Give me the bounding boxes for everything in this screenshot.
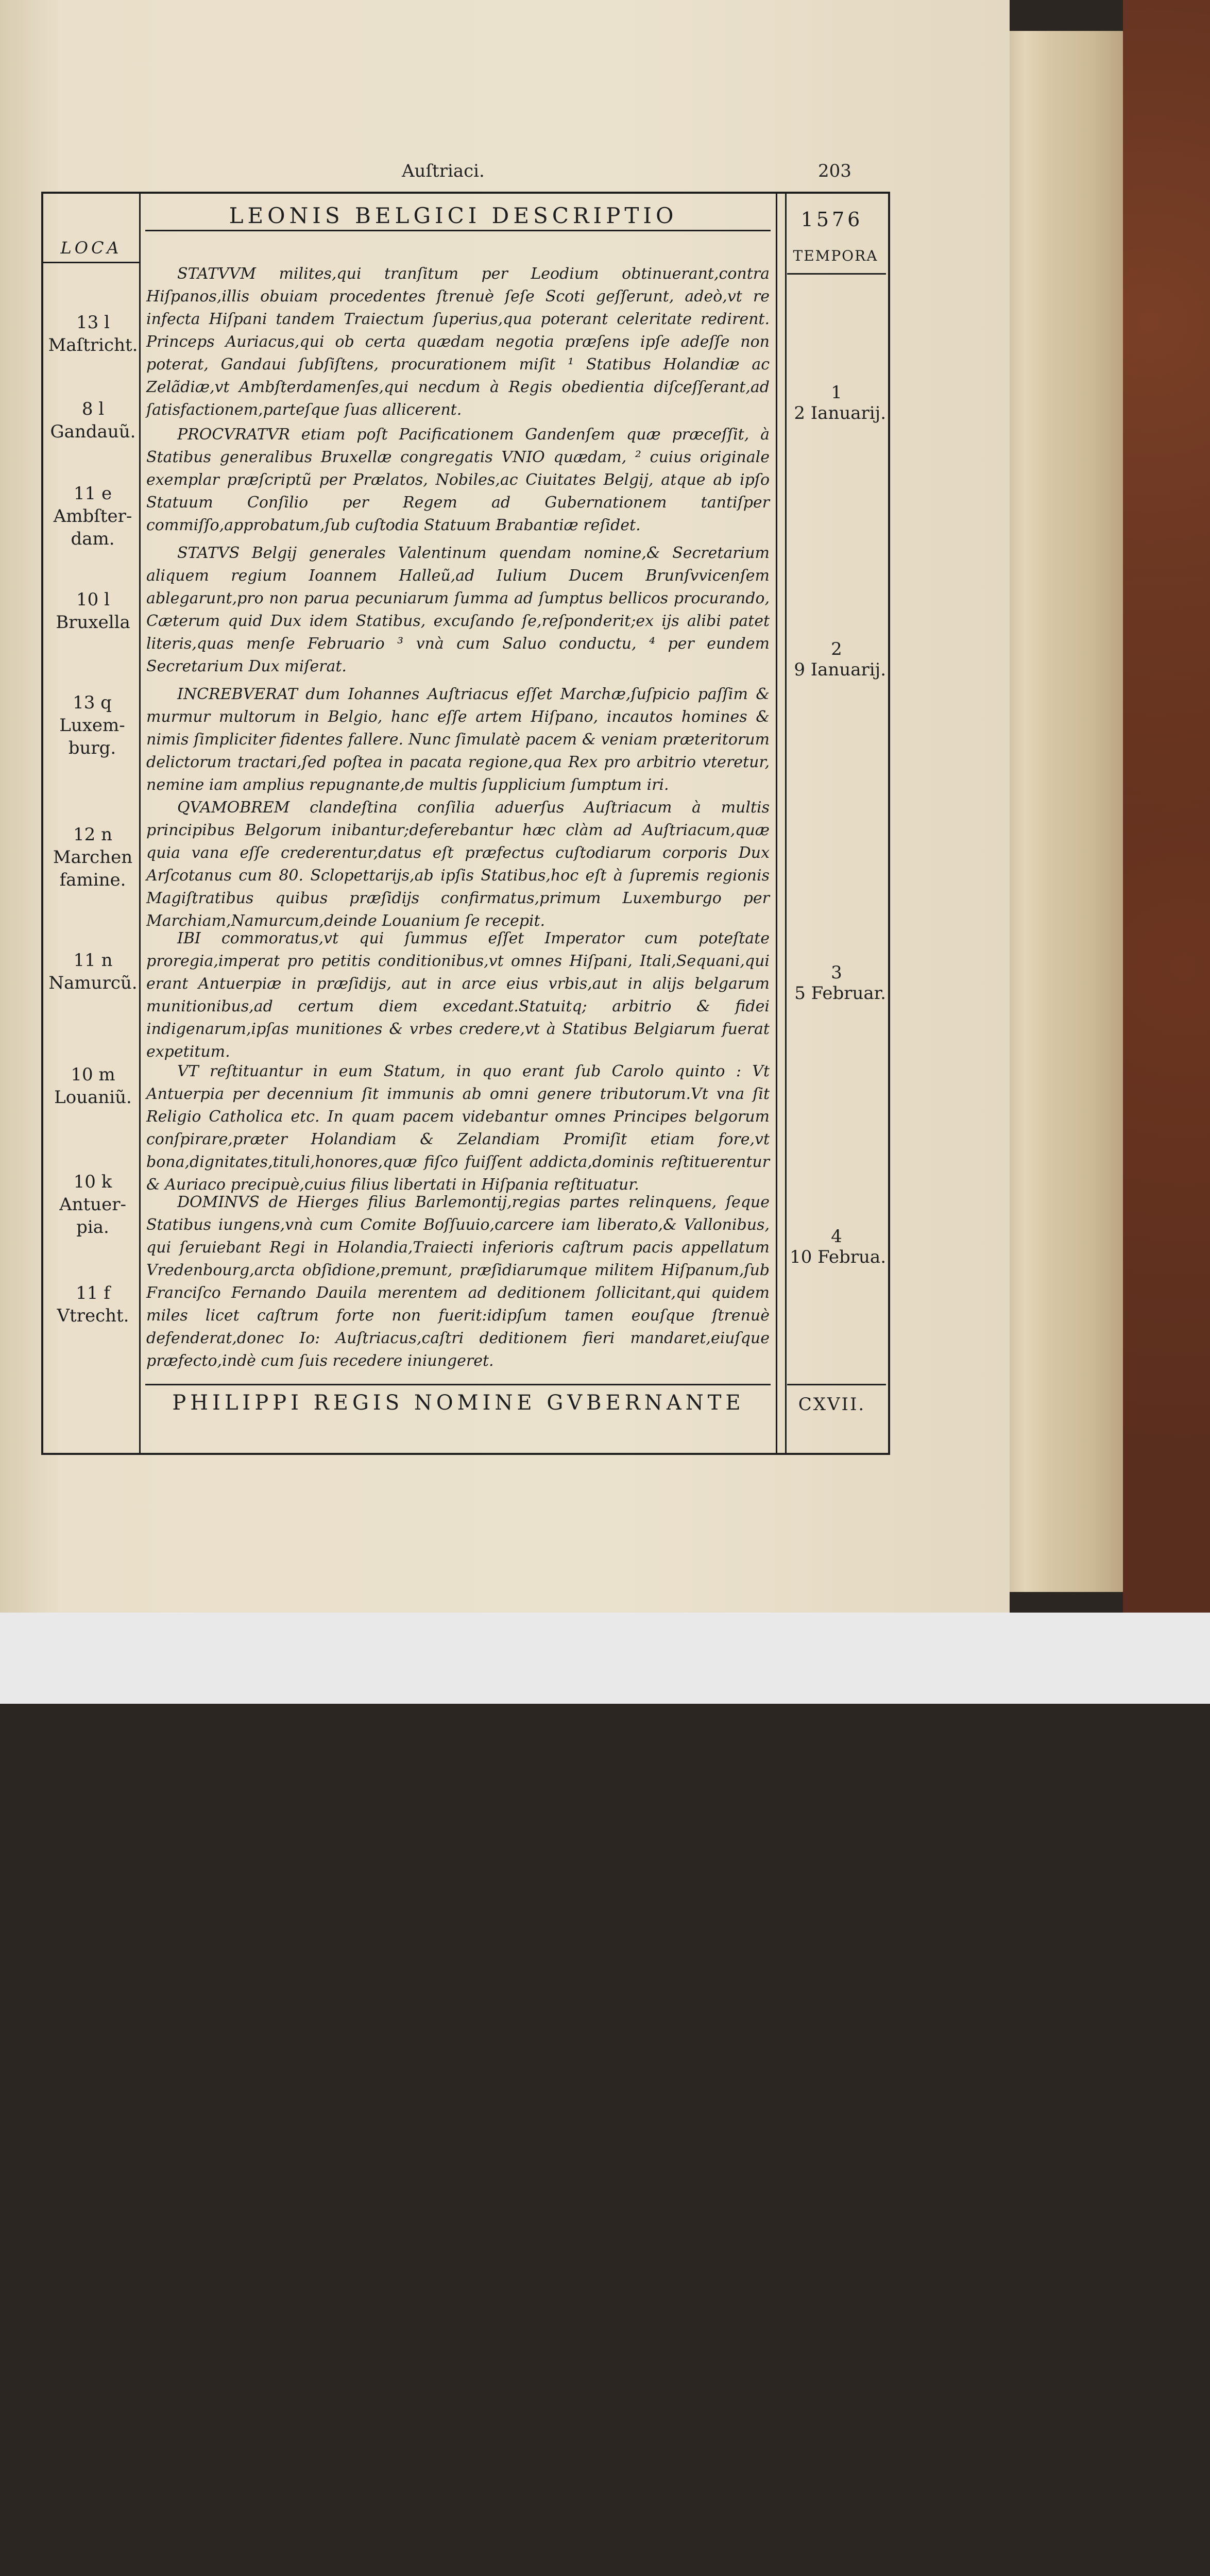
footer-rule bbox=[145, 1384, 771, 1385]
margin-place: 12 n Marchen famine. bbox=[53, 824, 133, 890]
tempora-label: TEMPORA bbox=[793, 247, 878, 264]
paragraph-dominus: DOMINVS de Hierges filius Barlemontij,regias partes relinquens, ſeque Statibus iungens,vnà cum Comite Boſſuuio,carcere iam liberato,& Vallonibus, qui ſeruiebant Regi in Holandia,Traiecti inferioris caſtrum pacis appellatum Vredenbourg,arcta obſidione,premunt, præſidiarumque militem Hiſpanum,ſub Franciſco Fernando Dauila merentem ad deditionem ſollicitant,qui quidem miles licet caſtrum forte non fuerit:idipſum tamen eouſque ſtrenuè defenderat,donec Io: Auſtriacus,caſtri deditionem fieri mandaret,eiuſque præfecto,indè cum ſuis recedere iniungeret. bbox=[146, 1193, 770, 1370]
margin-place: 10 m Louaniũ. bbox=[54, 1064, 132, 1108]
running-head-left: Auſtriaci. bbox=[402, 161, 485, 181]
paragraph-quamobrem: QVAMOBREM clandeſtina conſilia aduerſus Auſtriacum à multis principibus Belgorum inibantur;deferebantur hæc clàm ad Auſtriacum,quæ quia vana eſſe crederentur,datus eſt præfectus cuſtodiarum corporis Dux Arſcotanus cum 80. Sclopettarijs,ab ipſis Statibus,hoc eſt à ſupremis regionis Magiſtratibus quibus præſidijs confirmatus,primum Luxemburgo per Marchiam,Namurcum,deinde Louanium ſe recepit. bbox=[146, 799, 770, 930]
margin-place: 13 l Maſtricht. bbox=[48, 312, 138, 355]
book-cover bbox=[1123, 0, 1210, 1613]
date-entry: 2 9 Ianuarij. bbox=[794, 639, 886, 680]
date-entry: 4 10 Februa. bbox=[790, 1226, 886, 1267]
right-column-rule-inner bbox=[785, 192, 787, 1453]
margin-place: 11 f Vtrecht. bbox=[57, 1283, 129, 1326]
loca-rule bbox=[43, 262, 139, 263]
loca-label: LOCA bbox=[60, 238, 122, 258]
year-heading: 1576 bbox=[800, 208, 863, 231]
page-header-title: LEONIS BELGICI DESCRIPTIO bbox=[229, 203, 678, 228]
margin-place: 8 l Gandauũ. bbox=[50, 399, 136, 442]
paragraph-statuum: STATVVM milites,qui tranſitum per Leodium obtinuerant,contra Hiſpanos,illis obuiam procedentes ſtrenuè ſeſe Scoti geſſerunt, adeò,vt re infecta Hiſpani tandem Traiectum ſuperius,qua poterant celeritate redirent. Princeps Auriacus,qui ob certa quædam negotia præſens ipſe adeſſe non poterat, Gandaui ſubſiſtens, procurationem miſit ¹ Statibus Holandiæ ac Zelãdiæ,vt Ambſterdamenſes,qui necdum à Regis obedientia diſceſſerant,ad ſatisfactionem,parteſque ſuas allicerent. bbox=[146, 265, 770, 419]
paragraph-increbuerat: INCREBVERAT dum Iohannes Auſtriacus eſſet Marchæ,ſuſpicio paſſim & murmur multorum in Belgio, hanc eſſe artem Hiſpano, incautos homines & nimis ſimpliciter fidentes fallere. Nunc ſimulatè pacem & veniam præteritorum delictorum tractari,ſed poſtea in pacata regione,qua Rex pro arbitrio vteretur, nemine iam amplius repugnante,de multis ſupplicium ſumptum iri. bbox=[146, 685, 770, 794]
page-footer-title: PHILIPPI REGIS NOMINE GVBERNANTE bbox=[172, 1391, 745, 1415]
paragraph-procuratur: PROCVRATVR etiam poſt Pacificationem Gandenſem quæ præceſſit, à Statibus generalibus Bruxellæ congregatis VNIO quædam, ² cuius originale exemplar præſcriptũ per Prælatos, Nobiles,ac Ciuitates Belgij, atque ab ipſo Statuum Conſilio per Regem ad Gubernationem tantiſper commiſſo,approbatum,ſub cuſtodia Statuum Brabantiæ reſidet. bbox=[146, 426, 770, 534]
viewer-footer-bar bbox=[0, 1613, 1210, 1704]
margin-place: 10 k Antuer-pia. bbox=[59, 1172, 126, 1238]
left-column-rule bbox=[139, 192, 141, 1453]
margin-place: 11 n Namurcũ. bbox=[48, 950, 138, 993]
paragraph-ut: VT reſtituantur in eum Statum, in quo erant ſub Carolo quinto : Vt Antuerpia per decennium ſit immunis ab omni genere tributorum.Vt vna ſit Religio Catholica etc. In quam pacem videbantur omnes Principes belgorum conſpirare,præter Holandiam & Zelandiam Promiſit etiam fore,vt bona,dignitates,tituli,honores,quæ fiſco fuiſſent addicta,dominis reſtituerentur & Auriaco precipuè,cuius filius libertati in Hiſpania reſtituatur. bbox=[146, 1062, 770, 1194]
paragraph-status: STATVS Belgij generales Valentinum quendam nomine,& Secretarium aliquem regium Ioannem Halleũ,ad Iulium Ducem Brunſvvicenſem ablegarunt,pro non parua pecuniarum ſumma ad ſumptus bellicos procurando, Cæterum quid Dux idem Statibus, excuſando ſe,reſponderit;ex ijs alibi patet literis,quas menſe Februario ³ vnà cum Saluo conductu, ⁴ per eundem Secretarium Dux miſerat. bbox=[146, 544, 770, 675]
header-rule bbox=[145, 230, 771, 231]
right-column-rule bbox=[776, 192, 777, 1453]
margin-place: 11 e Ambſter-dam. bbox=[53, 483, 132, 549]
date-entry: 1 2 Ianuarij. bbox=[794, 382, 886, 423]
footer-rule-right bbox=[787, 1384, 886, 1385]
page-number: 203 bbox=[818, 161, 851, 181]
margin-place: 13 q Luxem-burg. bbox=[59, 692, 125, 758]
margin-place: 10 l Bruxella bbox=[56, 589, 130, 633]
tempora-rule bbox=[787, 273, 886, 275]
date-entry: 3 5 Februar. bbox=[794, 962, 886, 1004]
signature-mark: CXVII. bbox=[798, 1394, 866, 1415]
paragraph-ibi: IBI commoratus,vt qui ſummus eſſet Imperator cum poteſtate proregia,imperat pro petitis conditionibus,vt omnes Hiſpani, Itali,Sequani,qui erant Antuerpiæ in præſidijs, aut in arce eius vrbis,aut in alijs belgarum munitionibus,ad certum diem excedant.Statuitq; arbitrio & fidei indigenarum,ipſas munitiones & vrbes credere,vt à Statibus Belgiarum fuerat expetitum. bbox=[146, 929, 770, 1061]
book-page-edges bbox=[999, 31, 1128, 1592]
